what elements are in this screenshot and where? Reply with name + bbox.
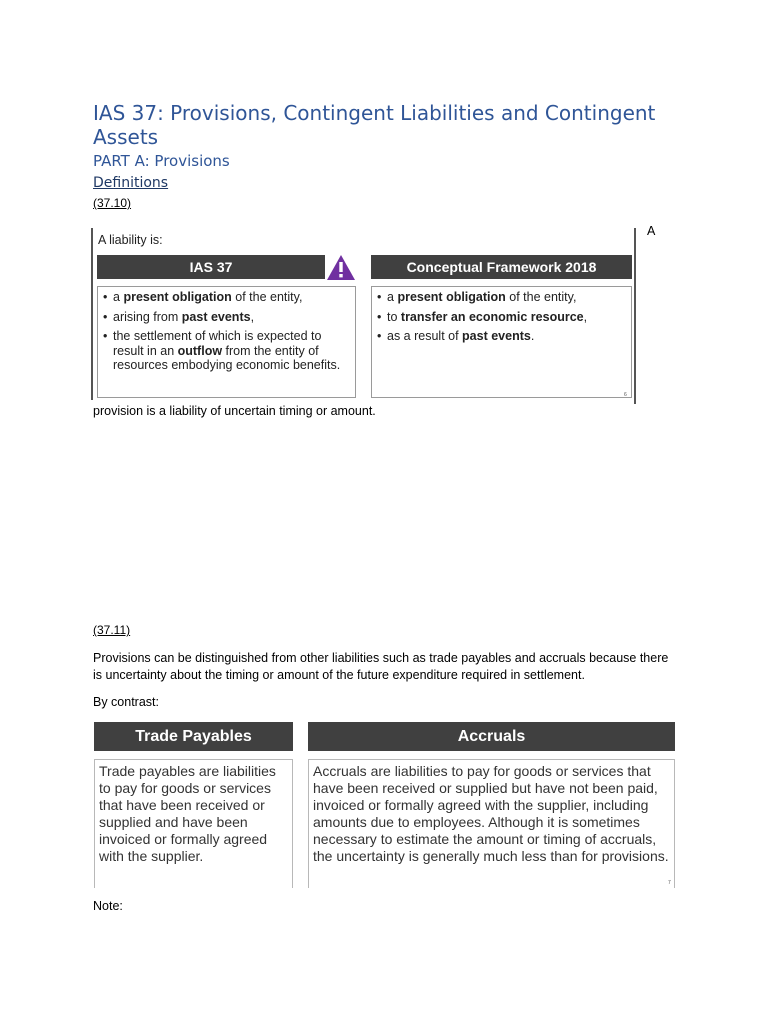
trade-payables-text: Trade payables are liabilities to pay for goods or services that have been received or supplied and have been invoiced or formally agreed with the supplier. [94,759,293,888]
list-item: • to transfer an economic resource, [375,310,628,325]
accruals-text: Accruals are liabilities to pay for goods or services that have been received or supplied but have not been paid, invoiced or formally agreed with the supplier, including amounts due to employees. Although it is sometimes necessary to estimate the amount or timing of accruals, the uncertainty is generally much less than for provisions. [308,759,675,888]
trade-payables-header: Trade Payables [94,722,293,751]
paragraph-reference: (37.11) [93,623,131,637]
framework-header: Conceptual Framework 2018 [371,255,632,279]
section-heading: Definitions [93,175,169,191]
page-mark: 7 [668,880,671,886]
left-border [91,228,93,400]
list-item: • a present obligation of the entity, [101,290,352,305]
list-item: • the settlement of which is expected to result in an outflow from the entity of resources embodying economic benefits. [101,329,352,373]
note-label: Note: [93,899,123,913]
comparison-figure [94,722,676,888]
right-border [634,228,636,404]
list-item: • as a result of past events. [375,329,628,344]
figure-intro: A liability is: [98,233,163,247]
list-item: • a present obligation of the entity, [375,290,628,305]
paragraph-reference: (37.10) [93,196,132,210]
page-mark: 6 [624,392,627,398]
list-item: • arising from past events, [101,310,352,325]
document-title: IAS 37: Provisions, Contingent Liabilities and Contingent Assets [93,101,656,149]
provision-definition: provision is a liability of uncertain timing or amount. [93,404,376,418]
ias37-header: IAS 37 [97,255,325,279]
by-contrast-label: By contrast: [93,695,159,709]
accruals-header: Accruals [308,722,675,751]
ias37-definition-box [97,286,356,398]
warning-icon [326,254,356,281]
part-heading: PART A: Provisions [93,152,230,170]
liability-definition-figure [91,228,636,404]
framework-definition-box [371,286,632,398]
definition-start: A [647,224,656,238]
distinction-paragraph: Provisions can be distinguished from other liabilities such as trade payables and accruals because there is uncertainty about the timing or amount of the future expenditure required in settlement. [93,651,669,682]
